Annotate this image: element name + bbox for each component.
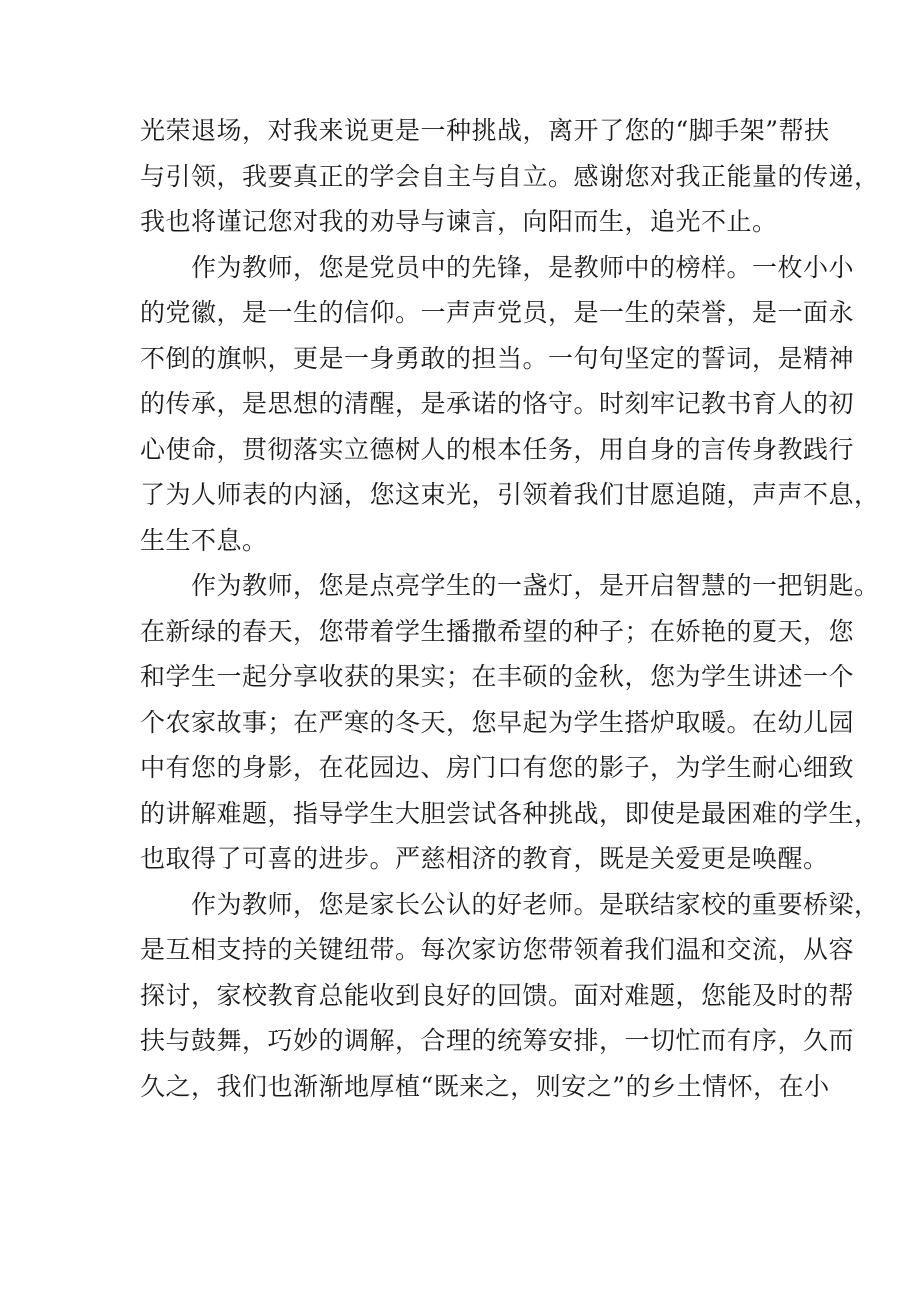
text-line: 也取得了可喜的进步。严慈相济的教育，既是关爱更是唤醒。 [140,844,829,873]
text-line: 心使命，贯彻落实立德树人的根本任务，用自身的言传身教践行 [140,434,855,464]
text-line: 作为教师，您是家长公认的好老师。是联结家校的重要桥梁， [140,889,880,919]
text-line: 探讨，家校教育总能收到良好的回馈。面对难题，您能及时的帮 [140,980,855,1010]
text-line: 的讲解难题，指导学生大胆尝试各种挑战，即使是最困难的学生， [140,798,880,828]
text-line: 的党徽，是一生的信仰。一声声党员，是一生的荣誉，是一面永 [140,298,855,327]
document-body [140,108,880,1109]
text-line: 在新绿的春天，您带着学生播撒希望的种子；在娇艳的夏天，您 [140,616,855,646]
text-line: 久之，我们也渐渐地厚植“既来之，则安之”的乡土情怀，在小 [140,1071,830,1101]
paragraph-3 [140,563,880,882]
text-line: 了为人师表的内涵，您这束光，引领着我们甘愿追随，声声不息， [140,480,880,509]
paragraph-4 [140,882,880,1110]
text-line: 和学生一起分享收获的果实；在丰硕的金秋，您为学生讲述一个 [140,662,855,691]
text-line: 不倒的旗帜，更是一身勇敢的担当。一句句坚定的誓词，是精神 [140,343,855,373]
text-line: 中有您的身影，在花园边、房门口有您的影子，为学生耐心细致 [140,753,855,782]
text-line: 与引领，我要真正的学会自主与自立。感谢您对我正能量的传递， [140,161,880,191]
text-line: 扶与鼓舞，巧妙的调解，合理的统筹安排，一切忙而有序，久而 [140,1026,855,1055]
text-line: 个农家故事；在严寒的冬天，您早起为学生搭炉取暖。在幼儿园 [140,707,855,737]
paragraph-2 [140,245,880,564]
text-line: 作为教师，您是点亮学生的一盏灯，是开启智慧的一把钥匙。 [140,571,880,600]
text-line: 是互相支持的关键纽带。每次家访您带领着我们温和交流，从容 [140,935,855,964]
text-line: 光荣退场，对我来说更是一种挑战，离开了您的“脚手架”帮扶 [140,116,830,145]
text-line: 作为教师，您是党员中的先锋，是教师中的榜样。一枚小小 [140,252,855,282]
text-line: 的传承，是思想的清醒，是承诺的恪守。时刻牢记教书育人的初 [140,389,855,418]
text-line: 生生不息。 [140,525,268,555]
text-line: 我也将谨记您对我的劝导与谏言，向阳而生，追光不止。 [140,207,778,236]
paragraph-1 [140,108,880,245]
